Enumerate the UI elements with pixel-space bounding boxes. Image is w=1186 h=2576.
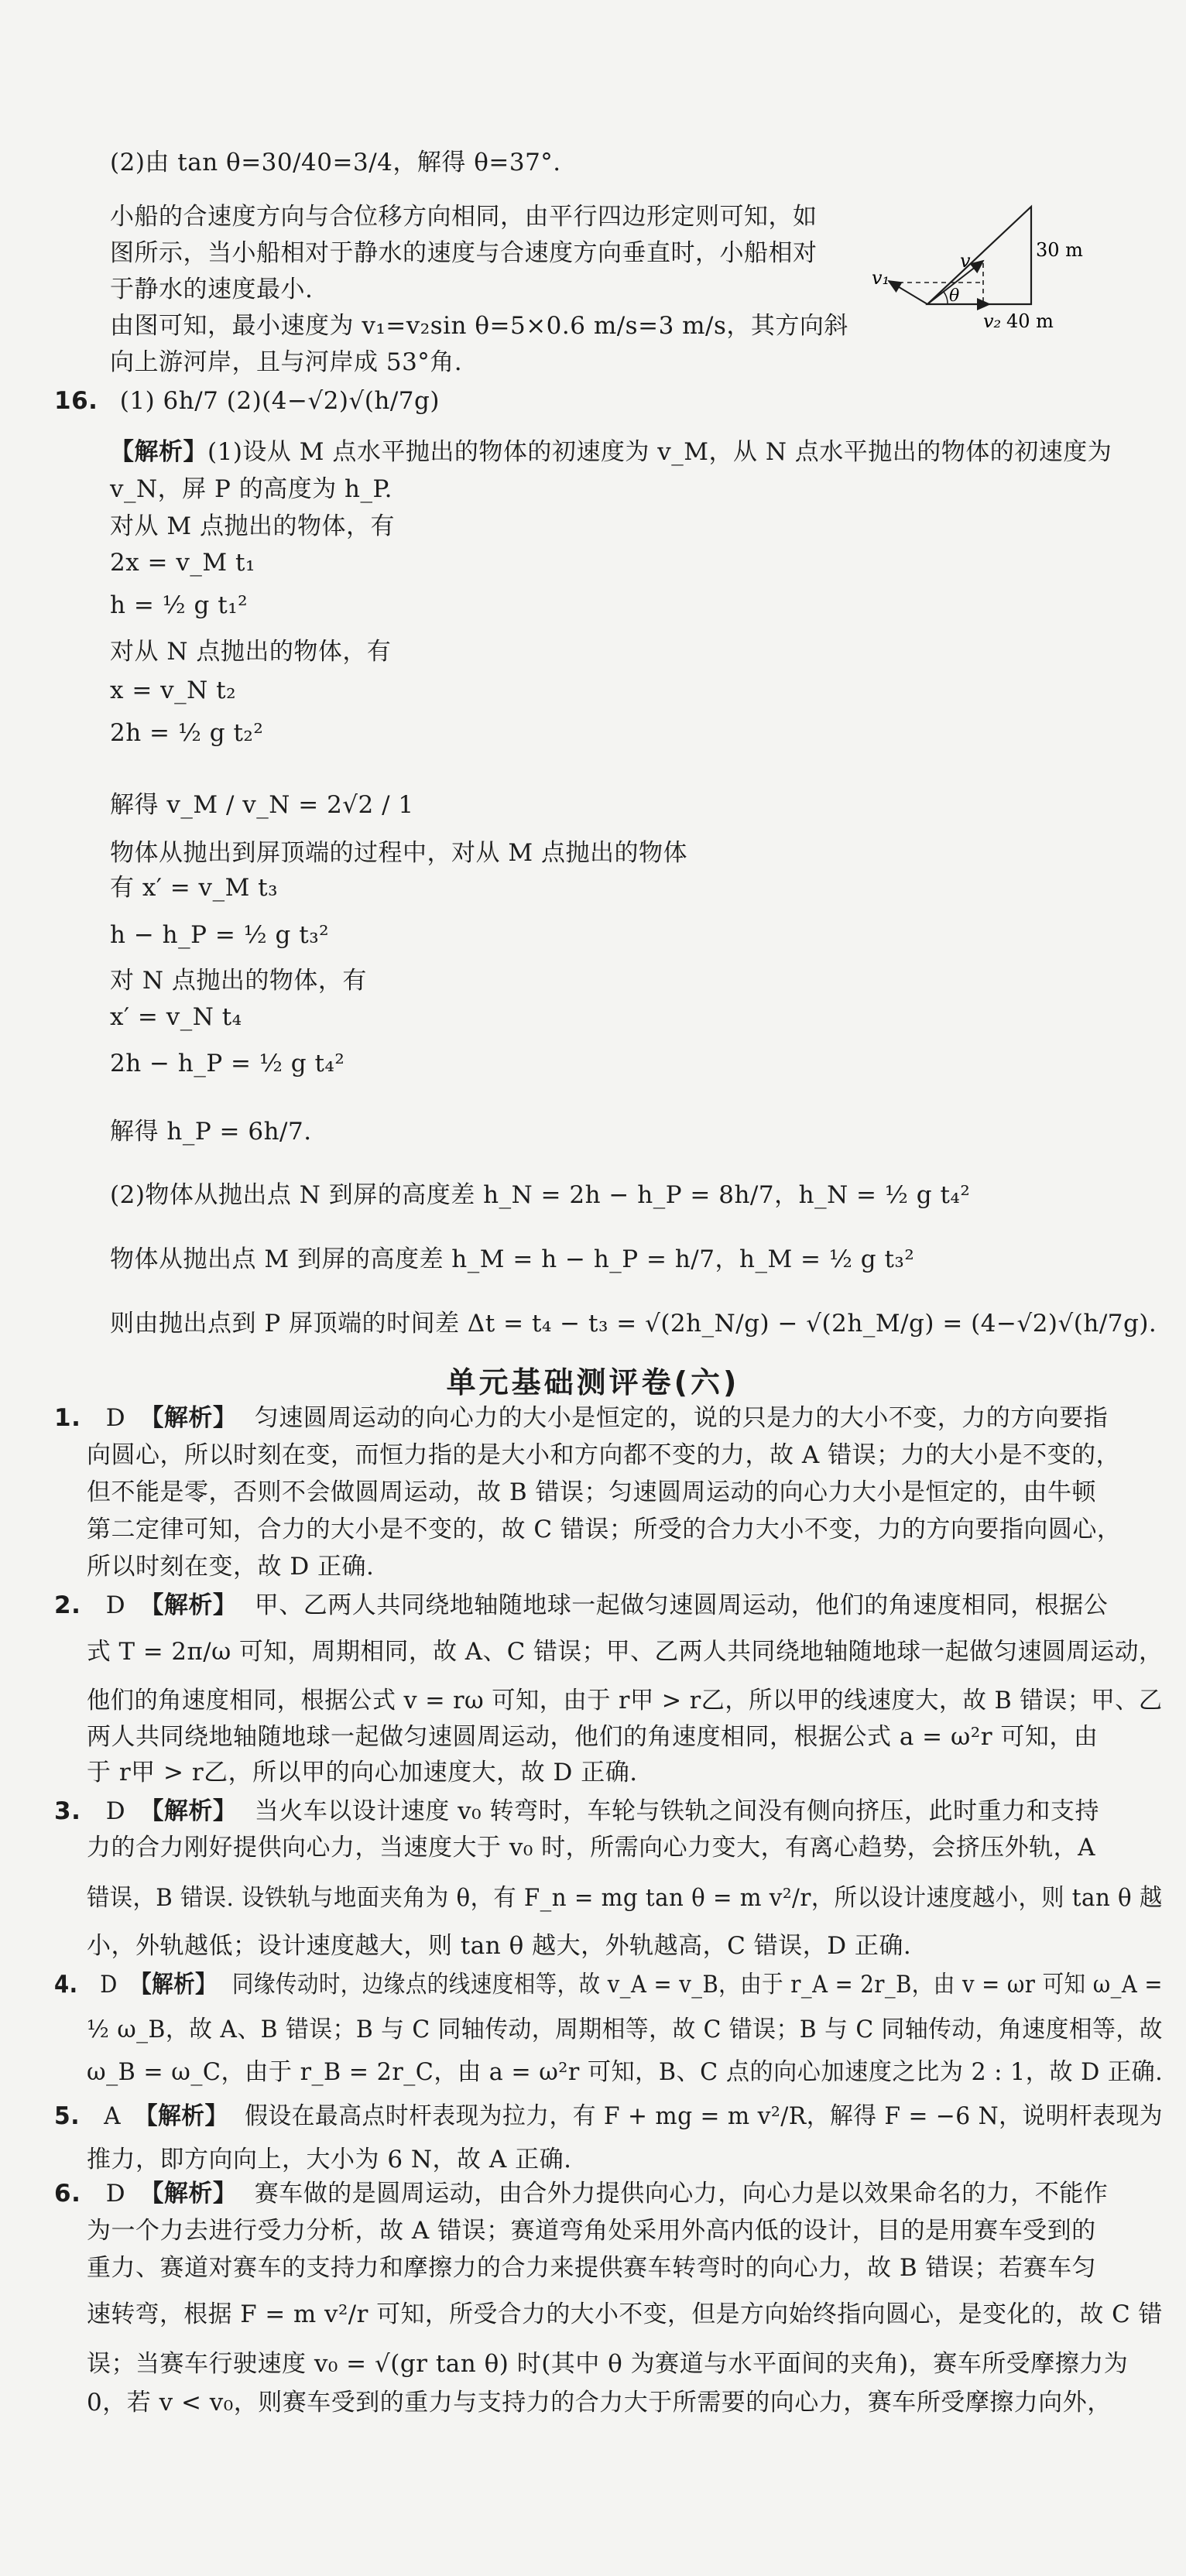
q3-text-1: 当火车以设计速度 v₀ 转弯时，车轮与铁轨之间没有侧向挤压，此时重力和支持 (254, 1797, 1099, 1825)
q16-line-17: (2)物体从抛出点 N 到屏的高度差 h_N = 2h − h_P = 8h/7，h_N = ½ g t₄² (110, 1181, 971, 1209)
q6-line-5: 误；当赛车行驶速度 v₀ = √(gr tan θ) 时(其中 θ 为赛道与水平面间的夹角)，赛车所受摩擦力为 (87, 2350, 1129, 2378)
q6-line-2: 为一个力去进行受力分析，故 A 错误；赛道弯角处采用外高内低的设计，目的是用赛车受到的 (87, 2217, 1096, 2245)
q2-text-1: 甲、乙两人共同绕地轴随地球一起做匀速圆周运动，他们的角速度相同，根据公 (254, 1591, 1109, 1619)
q3-analysis-tag: 【解析】 (139, 1797, 238, 1825)
q3-line-2: 力的合力刚好提供向心力，当速度大于 v₀ 时，所需向心力变大，有离心趋势，会挤压外轨，A (87, 1834, 1096, 1862)
theta-arc (944, 292, 948, 304)
q1-line-2: 向圆心，所以时刻在变，而恒力指的是大小和方向都不变的力，故 A 错误；力的大小是不变的， (87, 1441, 1121, 1469)
q6-line-3: 重力、赛道对赛车的支持力和摩擦力的合力来提供赛车转弯时的向心力，故 B 错误；若赛车匀 (87, 2254, 1096, 2282)
q6-analysis-tag: 【解析】 (139, 2180, 238, 2208)
q5-answer: A (104, 2102, 122, 2130)
velocity-triangle-figure (867, 197, 1123, 337)
q1-text-1: 匀速圆周运动的向心力的大小是恒定的，说的只是力的大小不变，力的方向要指 (254, 1404, 1109, 1432)
label-theta: θ (949, 286, 960, 306)
q16-line-19: 则由抛出点到 P 屏顶端的时间差 Δt = t₄ − t₃ = √(2h_N/g) − √(2h_M/g) = (4−√2)√(h/7g). (110, 1310, 1157, 1338)
q1-number: 1. (54, 1404, 81, 1432)
q1-line-4: 第二定律可知，合力的大小是不变的，故 C 错误；所受的合力大小不变，力的方向要指向圆心， (87, 1516, 1122, 1543)
q16-number: 16. (54, 387, 98, 415)
q16-line-14: x′ = v_N t₄ (110, 1003, 242, 1031)
q16-line-9: 解得 v_M / v_N = 2√2 / 1 (110, 791, 414, 819)
q2-analysis-tag: 【解析】 (139, 1591, 238, 1619)
q1-line-5: 所以时刻在变，故 D 正确. (87, 1553, 375, 1581)
q16-line-5: h = ½ g t₁² (110, 591, 249, 619)
q2-line-1 (54, 1588, 1108, 1622)
q15-line-4: 于静水的速度最小. (110, 276, 314, 303)
q3-line-4: 小，外轨越低；设计速度越大，则 tan θ 越大，外轨越高，C 错误，D 正确. (87, 1932, 912, 1960)
q15-line-6: 向上游河岸，且与河岸成 53°角. (110, 348, 463, 376)
label-30m: 30 m (1036, 239, 1083, 261)
q16-line-7: x = v_N t₂ (110, 677, 237, 704)
label-v1: v₁ (872, 267, 890, 289)
q16-answer: (1) 6h/7 (2)(4−√2)√(h/7g) (119, 387, 440, 415)
q1-line-1 (54, 1401, 1108, 1435)
q16-line-13: 对 N 点抛出的物体，有 (110, 967, 367, 995)
q16-line-3: 对从 M 点抛出的物体，有 (110, 512, 395, 540)
q2-line-5: 于 r甲 > r乙，所以甲的向心加速度大，故 D 正确. (87, 1759, 638, 1786)
q2-line-3: 他们的角速度相同，根据公式 v = rω 可知，由于 r甲 > r乙，所以甲的线速度大，故 B 错误；甲、乙 (87, 1687, 1163, 1714)
q2-line-4: 两人共同绕地轴随地球一起做匀速圆周运动，他们的角速度相同，根据公式 a = ω²r 可知，由 (87, 1723, 1099, 1751)
q4-line-1 (54, 1968, 1163, 2002)
q6-text-1: 赛车做的是圆周运动，由合外力提供向心力，向心力是以效果命名的力，不能作 (254, 2180, 1109, 2208)
q15-line-5: 由图可知，最小速度为 v₁=v₂sin θ=5×0.6 m/s=3 m/s，其方向斜 (110, 312, 848, 340)
q16-line-11: 有 x′ = v_M t₃ (110, 874, 279, 902)
q4-line-2: ½ ω_B，故 A、B 错误；B 与 C 同轴传动，周期相等，故 C 错误；B 与 C 同轴传动，角速度相等，故 (87, 2016, 1163, 2043)
q5-line-2: 推力，即方向向上，大小为 6 N，故 A 正确. (87, 2146, 572, 2174)
q16-header (54, 384, 440, 418)
q4-line-3: ω_B = ω_C，由于 r_B = 2r_C，由 a = ω²r 可知，B、C 点的向心加速度之比为 2 : 1，故 D 正确. (87, 2058, 1164, 2086)
q6-line-4: 速转弯，根据 F = m v²/r 可知，所受合力的大小不变，但是方向始终指向圆心，是变化的，故 C 错 (87, 2300, 1163, 2328)
q5-line-1 (54, 2099, 1163, 2133)
q16-line-12: h − h_P = ½ g t₃² (110, 921, 330, 949)
q5-text-1: 假设在最高点时杆表现为拉力，有 F + mg = m v²/R，解得 F = −6 N，说明杆表现为 (245, 2102, 1163, 2130)
q3-line-1 (54, 1794, 1099, 1828)
label-v2: v₂ (983, 310, 1002, 332)
displacement-triangle (927, 207, 1031, 304)
label-40m: 40 m (1006, 310, 1054, 332)
label-v: v (960, 250, 971, 272)
q3-line-3: 错误，B 错误. 设铁轨与地面夹角为 θ，有 F_n = mg tan θ = m v²/r，所以设计速度越小，则 tan θ 越 (87, 1884, 1163, 1912)
q6-line-6: 0，若 v < v₀，则赛车受到的重力与支持力的合力大于所需要的向心力，赛车所受摩擦力向外， (87, 2389, 1112, 2417)
q4-analysis-tag: 【解析】 (130, 1971, 218, 1999)
q15-line-3: 图所示，当小船相对于静水的速度与合速度方向垂直时，小船相对 (110, 239, 818, 267)
q1-line-3: 但不能是零，否则不会做圆周运动，故 B 错误；匀速圆周运动的向心力大小是恒定的，由牛顿 (87, 1478, 1096, 1506)
q16-line-2: v_N，屏 P 的高度为 h_P. (110, 475, 392, 503)
q3-answer: D (105, 1797, 126, 1825)
q6-answer: D (105, 2180, 126, 2208)
q16-text-1: (1)设从 M 点水平抛出的物体的初速度为 v_M，从 N 点水平抛出的物体的初速度为 (207, 438, 1112, 466)
section-title: 单元基础测评卷(六) (446, 1365, 740, 1399)
q15-line-1: (2)由 tan θ=30/40=3/4，解得 θ=37°. (110, 149, 561, 176)
q6-line-1 (54, 2177, 1108, 2211)
q16-line-10: 物体从抛出到屏顶端的过程中，对从 M 点抛出的物体 (110, 839, 687, 867)
q16-line-6: 对从 N 点抛出的物体，有 (110, 638, 392, 666)
q4-number: 4. (54, 1971, 78, 1999)
q4-answer: D (100, 1971, 118, 1999)
v1-arrow (889, 281, 927, 304)
q5-number: 5. (54, 2102, 80, 2130)
q2-line-2: 式 T = 2π/ω 可知，周期相同，故 A、C 错误；甲、乙两人共同绕地轴随地球一起做匀速圆周运动， (87, 1638, 1164, 1666)
q16-line-8: 2h = ½ g t₂² (110, 719, 264, 747)
q5-analysis-tag: 【解析】 (134, 2102, 228, 2130)
q6-number: 6. (54, 2180, 81, 2208)
q16-line-1 (110, 435, 1112, 469)
q3-number: 3. (54, 1797, 81, 1825)
q1-analysis-tag: 【解析】 (139, 1404, 238, 1432)
q2-number: 2. (54, 1591, 81, 1619)
q4-text-1: 同缘传动时，边缘点的线速度相等，故 v_A = v_B，由于 r_A = 2r_B，由 v = ωr 可知 ω_A = (231, 1971, 1163, 1999)
q16-line-15: 2h − h_P = ½ g t₄² (110, 1050, 345, 1077)
q16-line-16: 解得 h_P = 6h/7. (110, 1118, 312, 1146)
q16-analysis-tag: 【解析】 (110, 438, 207, 466)
q16-line-18: 物体从抛出点 M 到屏的高度差 h_M = h − h_P = h/7，h_M = ½ g t₃² (110, 1245, 915, 1273)
q2-answer: D (105, 1591, 126, 1619)
q15-line-2: 小船的合速度方向与合位移方向相同，由平行四边形定则可知，如 (110, 203, 818, 231)
q16-line-4: 2x = v_M t₁ (110, 549, 255, 577)
q1-answer: D (105, 1404, 126, 1432)
